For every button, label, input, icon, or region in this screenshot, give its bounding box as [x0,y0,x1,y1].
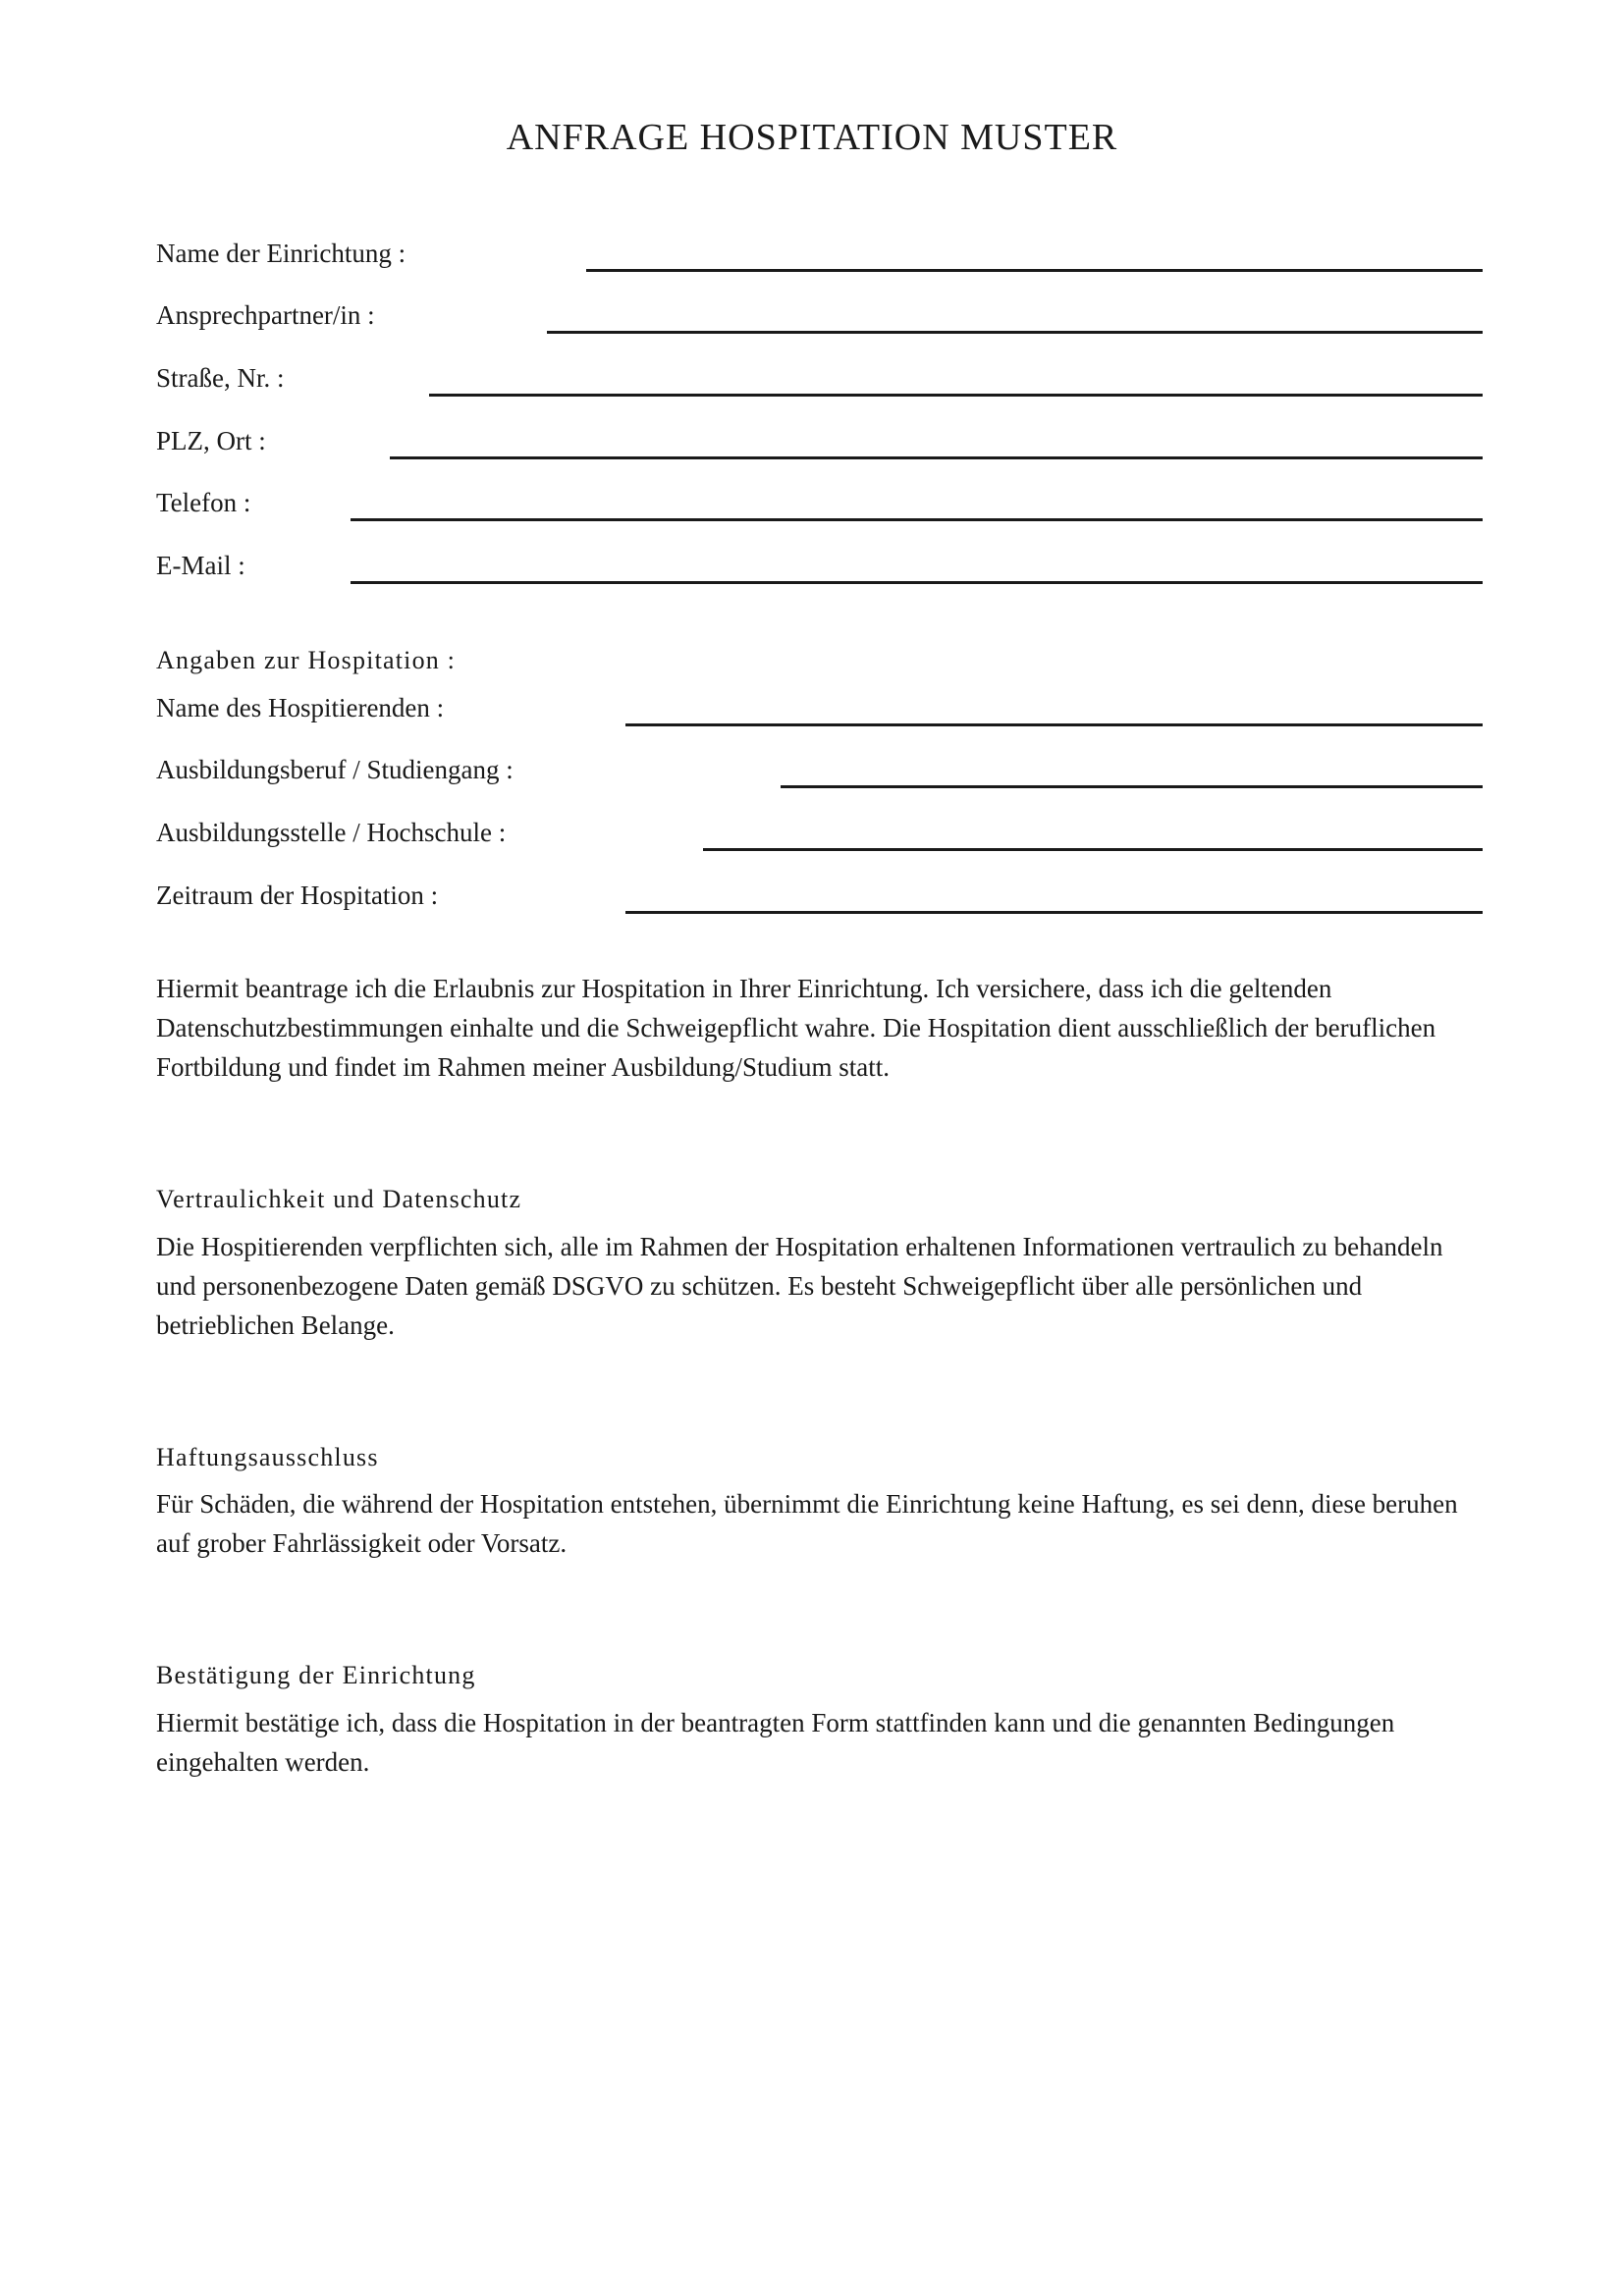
email-field[interactable] [351,581,1483,584]
confirmation-text: Hiermit bestätige ich, dass die Hospitation in der beantragten Form stattfinden kann und die genannten Bedingungen eingehalten werden. [156,1708,1395,1777]
document-title: ANFRAGE HOSPITATION MUSTER [506,117,1118,158]
hospitation-heading: Angaben zur Hospitation : [156,646,457,674]
trainee-name-label: Name des Hospitierenden : [156,693,445,722]
confidentiality-heading: Vertraulichkeit und Datenschutz [156,1185,522,1213]
institution-name-label: Name der Einrichtung : [156,239,406,268]
street-field[interactable] [429,394,1483,397]
period-label: Zeitraum der Hospitation : [156,881,439,910]
liability-heading: Haftungsausschluss [156,1443,379,1471]
street-label: Straße, Nr. : [156,363,285,393]
training-place-label: Ausbildungsstelle / Hochschule : [156,818,507,847]
zip-city-label: PLZ, Ort : [156,426,266,455]
liability-text: Für Schäden, die während der Hospitation entstehen, übernimmt die Einrichtung keine Haftung, es sei denn, diese beruhen auf grober Fahrlässigkeit oder Vorsatz. [156,1489,1458,1558]
period-field[interactable] [625,911,1483,914]
training-place-field[interactable] [703,848,1483,851]
profession-field[interactable] [781,785,1483,788]
trainee-name-field[interactable] [625,723,1483,726]
contact-person-field[interactable] [547,331,1483,334]
zip-city-field[interactable] [390,456,1483,459]
confidentiality-text: Die Hospitierenden verpflichten sich, alle im Rahmen der Hospitation erhaltenen Informationen vertraulich zu behandeln und personenbezogene Daten gemäß DSGVO zu schützen. Es besteht Schweigepflicht über alle persönlichen und betrieblichen Belange. [156,1232,1443,1340]
phone-field[interactable] [351,518,1483,521]
email-label: E-Mail : [156,551,245,580]
intro-paragraph: Hiermit beantrage ich die Erlaubnis zur Hospitation in Ihrer Einrichtung. Ich versichere, dass ich die geltenden Datenschutzbestimmungen einhalte und die Schweigepflicht wahre. Die Hospitation dient ausschließlich der beruflichen Fortbildung und findet im Rahmen meiner Ausbildung/Studium statt. [156,974,1436,1082]
phone-label: Telefon : [156,488,251,517]
profession-label: Ausbildungsberuf / Studiengang : [156,755,514,784]
institution-name-field[interactable] [586,269,1483,272]
contact-person-label: Ansprechpartner/in : [156,300,375,330]
confirmation-heading: Bestätigung der Einrichtung [156,1661,476,1689]
